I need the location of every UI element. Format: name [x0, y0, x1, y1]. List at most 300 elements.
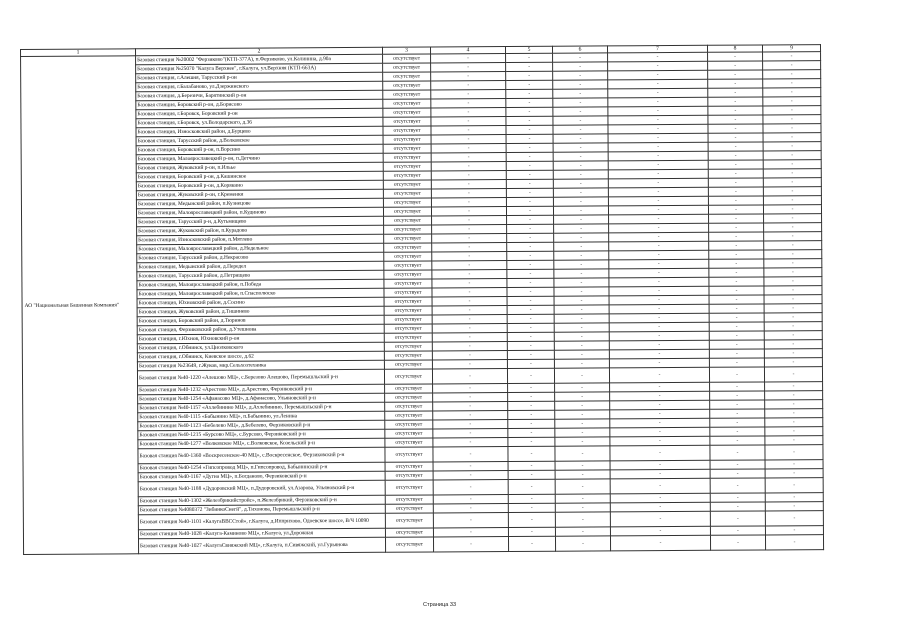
value-cell: - — [609, 286, 709, 296]
value-cell: - — [555, 479, 610, 494]
station-name-cell: Базовая станция, г.Алешня, Тарусский р-он — [136, 72, 383, 83]
value-cell: - — [710, 382, 765, 391]
value-cell: - — [431, 117, 506, 126]
value-cell: - — [610, 502, 710, 512]
station-name-cell: Базовая станция №40-1302 «Железбрикийстройс», п.Железбрикий, Ферзиковский р-н — [138, 495, 385, 506]
value-cell: - — [432, 360, 507, 369]
station-name-cell: Базовая станция №40-1167 «Дугна МЦ», п.Богданово, Ферзиковский р-н — [138, 471, 385, 482]
station-name-cell: Базовая станция, Тарусский р-н, д.Кутьмищево — [137, 216, 384, 227]
value-cell: - — [609, 214, 709, 224]
value-cell: - — [763, 97, 821, 106]
value-cell: - — [507, 359, 554, 368]
value-cell: - — [508, 512, 555, 527]
value-cell: - — [609, 358, 709, 368]
value-cell: - — [610, 535, 710, 551]
value-cell: - — [609, 268, 709, 278]
value-cell: - — [609, 322, 709, 332]
value-cell: - — [710, 493, 765, 502]
value-cell: - — [763, 124, 821, 133]
status-cell: отсутствует — [384, 270, 432, 279]
value-cell: - — [555, 503, 610, 512]
value-cell: - — [710, 391, 765, 400]
status-cell: отсутствует — [385, 528, 433, 537]
value-cell: - — [764, 223, 822, 232]
station-name-cell: Базовая станция, Износковский район, п.Мятлево — [137, 234, 384, 245]
value-cell: - — [507, 233, 554, 242]
value-cell: - — [554, 314, 609, 323]
station-name-cell: Базовая станция №20002 "Ферзиково"(КТП-377А), п.Ферзиково, ул.Калинина, д.90а — [136, 54, 383, 65]
status-cell: отсутствует — [385, 384, 433, 393]
station-name-cell: Базовая станция №40-1027 «КалугаСвияжский МЦ», г.Калуга, п.Сивяжский, ул.Гурьянова — [138, 537, 385, 554]
value-cell: - — [764, 232, 822, 241]
value-cell: - — [432, 225, 507, 234]
value-cell: - — [609, 295, 709, 305]
value-cell: - — [507, 368, 554, 383]
station-name-cell: Базовая станция №40-1101 «КалугаВВССтой», г.Калуга, д.Ипприхово, Одоевское шоссе, В/Ч 10090 — [138, 513, 385, 530]
value-cell: - — [508, 446, 555, 461]
value-cell: - — [508, 383, 555, 392]
value-cell: - — [553, 125, 608, 134]
value-cell: - — [765, 511, 823, 526]
status-cell: отсутствует — [384, 288, 432, 297]
station-name-cell: Базовая станция, Износковский район, д.Бурцево — [136, 126, 383, 137]
value-cell: - — [764, 349, 822, 358]
value-cell: - — [608, 106, 708, 116]
value-cell: - — [764, 241, 822, 250]
value-cell: - — [709, 277, 764, 286]
value-cell: - — [709, 322, 764, 331]
value-cell: - — [433, 429, 508, 438]
station-name-cell: Базовая станция, Малоярославецкий район, п.Кудиново — [136, 207, 383, 218]
value-cell: - — [765, 391, 823, 400]
value-cell: - — [433, 411, 508, 420]
station-name-cell: Базовая станция №4080372 "ЗибинкоСнегй", д.Тихонова, Перемышльский р-н — [138, 504, 385, 515]
value-cell: - — [764, 268, 822, 277]
value-cell: - — [432, 279, 507, 288]
value-cell: - — [506, 71, 553, 80]
status-cell: отсутствует — [383, 108, 431, 117]
value-cell: - — [507, 278, 554, 287]
value-cell: - — [553, 71, 608, 80]
status-cell: отсутствует — [385, 462, 433, 471]
value-cell: - — [610, 493, 710, 503]
value-cell: - — [608, 178, 708, 188]
value-cell: - — [553, 107, 608, 116]
value-cell: - — [553, 89, 608, 98]
value-cell: - — [433, 528, 508, 537]
station-name-cell: Базовая станция №40-1115 «Бабынино МЦ», п.Бабынино, ул.Ленина — [138, 411, 385, 422]
value-cell: - — [554, 305, 609, 314]
value-cell: - — [708, 52, 763, 61]
value-cell: - — [555, 392, 610, 401]
value-cell: - — [765, 436, 823, 445]
value-cell: - — [554, 251, 609, 260]
value-cell: - — [508, 536, 555, 551]
column-header: 3 — [382, 47, 430, 54]
station-name-cell: Базовая станция №23649, г.Жуков, мкр.Сельхозтехника — [137, 360, 384, 371]
station-name-cell: Базовая станция, Боровский р-он, п.Ворсино — [136, 144, 383, 155]
value-cell: - — [433, 420, 508, 429]
value-cell: - — [608, 79, 708, 89]
value-cell: - — [506, 179, 553, 188]
value-cell: - — [764, 259, 822, 268]
value-cell: - — [765, 445, 823, 460]
station-name-cell: Базовая станция, г.Балабаново, ул.Дзержинского — [136, 81, 383, 92]
value-cell: - — [763, 133, 821, 142]
status-cell: отсутствует — [384, 234, 432, 243]
station-name-cell: Базовая станция, Юхновский район, д.Сосино — [137, 297, 384, 308]
value-cell: - — [554, 233, 609, 242]
value-cell: - — [553, 206, 608, 215]
value-cell: - — [506, 62, 553, 71]
value-cell: - — [506, 80, 553, 89]
value-cell: - — [610, 460, 710, 470]
value-cell: - — [608, 142, 708, 152]
value-cell: - — [555, 383, 610, 392]
value-cell: - — [608, 169, 708, 179]
value-cell: - — [610, 469, 710, 479]
status-cell: отсутствует — [383, 63, 431, 72]
status-cell: отсутствует — [383, 117, 431, 126]
value-cell: - — [708, 187, 763, 196]
station-name-cell: Базовая станция, Малоярославецкий район, д.Недельное — [137, 243, 384, 254]
value-cell: - — [710, 436, 765, 445]
value-cell: - — [708, 178, 763, 187]
value-cell: - — [765, 400, 823, 409]
value-cell: - — [763, 106, 821, 115]
column-header: 1 — [21, 49, 136, 57]
status-cell: отсутствует — [383, 99, 431, 108]
value-cell: - — [554, 350, 609, 359]
value-cell: - — [710, 478, 765, 493]
value-cell: - — [508, 428, 555, 437]
value-cell: - — [431, 135, 506, 144]
value-cell: - — [508, 470, 555, 479]
value-cell: - — [433, 384, 508, 393]
value-cell: - — [763, 115, 821, 124]
status-cell: отсутствует — [385, 420, 433, 429]
value-cell: - — [709, 250, 764, 259]
station-name-cell: Базовая станция, Боровский р-он, д.Борисово — [136, 99, 383, 110]
value-cell: - — [708, 160, 763, 169]
value-cell: - — [432, 243, 507, 252]
column-header: 6 — [552, 46, 607, 53]
station-name-cell: Базовая станция, Жуковский р-он, п.Ильье — [136, 162, 383, 173]
station-name-cell: Базовая станция №40-1360 «Воскресенское-40 МЦ», с.Воскресенское, Ферзиковский р-н — [138, 447, 385, 464]
value-cell: - — [554, 242, 609, 251]
value-cell: - — [764, 322, 822, 331]
value-cell: - — [431, 63, 506, 72]
page-number: Страница 33 — [423, 602, 457, 608]
value-cell: - — [708, 106, 763, 115]
value-cell: - — [508, 392, 555, 401]
value-cell: - — [553, 170, 608, 179]
value-cell: - — [764, 313, 822, 322]
column-header: 9 — [762, 45, 820, 52]
value-cell: - — [708, 88, 763, 97]
value-cell: - — [709, 349, 764, 358]
table-body — [21, 45, 824, 555]
value-cell: - — [710, 460, 765, 469]
value-cell: - — [710, 445, 765, 460]
column-header: 8 — [707, 45, 762, 52]
value-cell: - — [432, 369, 507, 384]
value-cell: - — [553, 98, 608, 107]
value-cell: - — [610, 418, 710, 428]
value-cell: - — [610, 478, 710, 494]
status-cell: отсутствует — [383, 126, 431, 135]
value-cell: - — [507, 296, 554, 305]
value-cell: - — [508, 461, 555, 470]
station-name-cell: Базовая станция, Тарусский район, д.Волковское — [136, 135, 383, 146]
status-cell: отсутствует — [384, 216, 432, 225]
value-cell: - — [506, 197, 553, 206]
value-cell: - — [432, 315, 507, 324]
value-cell: - — [507, 287, 554, 296]
value-cell: - — [508, 527, 555, 536]
station-name-cell: Базовая станция, Малоярославецкий р-он, п.Детчино — [136, 153, 383, 164]
station-name-cell: Базовая станция, Тарусский район, д.Петрищево — [137, 270, 384, 281]
value-cell: - — [708, 61, 763, 70]
value-cell: - — [433, 513, 508, 528]
value-cell: - — [708, 115, 763, 124]
value-cell: - — [763, 52, 821, 61]
value-cell: - — [432, 306, 507, 315]
status-cell: отсутствует — [385, 438, 433, 447]
value-cell: - — [432, 270, 507, 279]
value-cell: - — [708, 151, 763, 160]
value-cell: - — [765, 460, 823, 469]
value-cell: - — [708, 169, 763, 178]
value-cell: - — [554, 323, 609, 332]
value-cell: - — [553, 152, 608, 161]
value-cell: - — [763, 187, 821, 196]
value-cell: - — [608, 151, 708, 161]
status-cell: отсутствует — [385, 447, 433, 462]
station-name-cell: Базовая станция №40-1254 «Гипсопровод МЦ», п.Гипсопровод, Бабынинский р-н — [138, 462, 385, 473]
value-cell: - — [610, 436, 710, 446]
value-cell: - — [433, 504, 508, 513]
status-cell: отсутствует — [383, 189, 431, 198]
status-cell: отсутствует — [383, 54, 431, 63]
value-cell: - — [709, 304, 764, 313]
value-cell: - — [554, 296, 609, 305]
station-name-cell: Базовая станция №40-1157 «Ахлебинино МЦ», д.Ахлебинино, Перемышльский р-н — [138, 402, 385, 413]
station-name-cell: Базовая станция, Ферзиковский район, д.Утешнова — [137, 324, 384, 335]
status-cell: отсутствует — [384, 225, 432, 234]
value-cell: - — [708, 142, 763, 151]
value-cell: - — [507, 323, 554, 332]
station-name-cell: Базовая станция, д.Березичи, Барятинский р-он — [136, 90, 383, 101]
organization-cell: АО "Национальная Башенная Компания" — [21, 56, 139, 555]
value-cell: - — [765, 427, 823, 436]
status-cell: отсутствует — [383, 171, 431, 180]
value-cell: - — [507, 224, 554, 233]
value-cell: - — [764, 331, 822, 340]
station-name-cell: Базовая станция, Боровский р-он, д.Кашинское — [136, 171, 383, 182]
value-cell: - — [433, 438, 508, 447]
value-cell: - — [610, 382, 710, 392]
value-cell: - — [433, 447, 508, 462]
station-name-cell: Базовая станция №40-1188 «Дудоровский МЦ», п.Дудоровский, ул.Азарова, Ульяновский р-н — [138, 480, 385, 497]
value-cell: - — [506, 125, 553, 134]
station-name-cell: Базовая станция, Жуковский район, д.Тишинево — [137, 306, 384, 317]
value-cell: - — [608, 97, 708, 107]
status-cell: отсутствует — [383, 153, 431, 162]
station-name-cell: Базовая станция №40-1220 «Алешово МЦ», с.Березово Алешово, Перемышльский р-н — [137, 369, 384, 386]
status-cell: отсутствует — [383, 180, 431, 189]
value-cell: - — [610, 427, 710, 437]
value-cell: - — [764, 358, 822, 367]
value-cell: - — [764, 214, 822, 223]
value-cell: - — [608, 196, 708, 206]
value-cell: - — [708, 124, 763, 133]
value-cell: - — [709, 241, 764, 250]
value-cell: - — [431, 81, 506, 90]
value-cell: - — [431, 126, 506, 135]
value-cell: - — [431, 189, 506, 198]
value-cell: - — [609, 259, 709, 269]
status-cell: отсутствует — [384, 369, 432, 384]
value-cell: - — [610, 409, 710, 419]
value-cell: - — [507, 242, 554, 251]
value-cell: - — [709, 232, 764, 241]
value-cell: - — [432, 288, 507, 297]
value-cell: - — [553, 62, 608, 71]
station-name-cell: Базовая станция, г.Боровск, ул.Володарского, д.36 — [136, 117, 383, 128]
value-cell: - — [506, 53, 553, 62]
status-cell: отсутствует — [383, 198, 431, 207]
value-cell: - — [708, 205, 763, 214]
value-cell: - — [553, 161, 608, 170]
status-cell: отсутствует — [383, 72, 431, 81]
value-cell: - — [506, 107, 553, 116]
value-cell: - — [431, 144, 506, 153]
value-cell: - — [709, 268, 764, 277]
station-name-cell: Базовая станция, г.Боровск, Боровский р-он — [136, 108, 383, 119]
status-cell: отсутствует — [383, 135, 431, 144]
value-cell: - — [610, 400, 710, 410]
value-cell: - — [763, 151, 821, 160]
value-cell: - — [555, 527, 610, 536]
value-cell: - — [764, 304, 822, 313]
value-cell: - — [432, 297, 507, 306]
status-cell: отсутствует — [384, 315, 432, 324]
value-cell: - — [609, 313, 709, 323]
value-cell: - — [763, 205, 821, 214]
value-cell: - — [609, 250, 709, 260]
value-cell: - — [433, 393, 508, 402]
status-cell: отсутствует — [385, 504, 433, 513]
value-cell: - — [609, 367, 709, 383]
value-cell: - — [553, 53, 608, 62]
status-cell: отсутствует — [384, 333, 432, 342]
value-cell: - — [553, 116, 608, 125]
status-cell: отсутствует — [383, 144, 431, 153]
value-cell: - — [608, 205, 708, 215]
value-cell: - — [708, 196, 763, 205]
value-cell: - — [763, 142, 821, 151]
value-cell: - — [431, 90, 506, 99]
value-cell: - — [609, 241, 709, 251]
value-cell: - — [506, 116, 553, 125]
status-cell: отсутствует — [385, 402, 433, 411]
value-cell: - — [507, 332, 554, 341]
value-cell: - — [609, 331, 709, 341]
value-cell: - — [508, 503, 555, 512]
value-cell: - — [708, 79, 763, 88]
station-name-cell: Базовая станция, Боровский район, д.Тюринов — [137, 315, 384, 326]
value-cell: - — [709, 331, 764, 340]
station-name-cell: Базовая станция №40-1123 «Бебелево МЦ», д.Бебелево, Ферзиковский р-н — [138, 420, 385, 431]
value-cell: - — [710, 526, 765, 535]
station-name-cell: Базовая станция, г.Юхнов, Юхновский р-он — [137, 333, 384, 344]
value-cell: - — [553, 188, 608, 197]
status-cell: отсутствует — [385, 495, 433, 504]
value-cell: - — [431, 180, 506, 189]
value-cell: - — [708, 97, 763, 106]
value-cell: - — [431, 198, 506, 207]
value-cell: - — [763, 169, 821, 178]
value-cell: - — [507, 341, 554, 350]
value-cell: - — [433, 537, 508, 552]
value-cell: - — [506, 206, 553, 215]
status-cell: отсутствует — [385, 393, 433, 402]
value-cell: - — [432, 234, 507, 243]
value-cell: - — [763, 178, 821, 187]
status-cell: отсутствует — [384, 297, 432, 306]
value-cell: - — [555, 461, 610, 470]
value-cell: - — [709, 295, 764, 304]
status-cell: отсутствует — [384, 306, 432, 315]
value-cell: - — [432, 342, 507, 351]
station-name-cell: Базовая станция №40-1028 «Калуга-Каминово МЦ», г.Калуга, ул.Дорожная — [138, 528, 385, 539]
value-cell: - — [608, 61, 708, 71]
value-cell: - — [763, 160, 821, 169]
value-cell: - — [709, 214, 764, 223]
column-header: 5 — [505, 46, 552, 53]
value-cell: - — [555, 437, 610, 446]
value-cell: - — [507, 314, 554, 323]
value-cell: - — [553, 134, 608, 143]
value-cell: - — [608, 115, 708, 125]
value-cell: - — [709, 340, 764, 349]
value-cell: - — [508, 401, 555, 410]
station-name-cell: Базовая станция, Малоярославецкий район, п.Победа — [137, 279, 384, 290]
value-cell: - — [609, 232, 709, 242]
station-name-cell: Базовая станция №40-1254 «Афанасово МЦ», д.Афанасово, Ульяновский р-н — [138, 393, 385, 404]
status-cell: отсутствует — [384, 351, 432, 360]
value-cell: - — [608, 187, 708, 197]
value-cell: - — [710, 511, 765, 526]
value-cell: - — [765, 469, 823, 478]
status-cell: отсутствует — [385, 513, 433, 528]
value-cell: - — [555, 410, 610, 419]
value-cell: - — [709, 223, 764, 232]
station-name-cell: Базовая станция, Боровский р-он, д.Корякино — [136, 180, 383, 191]
value-cell: - — [508, 494, 555, 503]
value-cell: - — [764, 340, 822, 349]
value-cell: - — [763, 61, 821, 70]
value-cell: - — [710, 502, 765, 511]
value-cell: - — [710, 418, 765, 427]
station-name-cell: Базовая станция, г.Обнинск, ул.Циолковского — [137, 342, 384, 353]
value-cell: - — [763, 70, 821, 79]
value-cell: - — [554, 332, 609, 341]
station-name-cell: Базовая станция, Медынский район, п.Кузнецове — [136, 198, 383, 209]
status-cell: отсутствует — [385, 429, 433, 438]
value-cell: - — [554, 287, 609, 296]
